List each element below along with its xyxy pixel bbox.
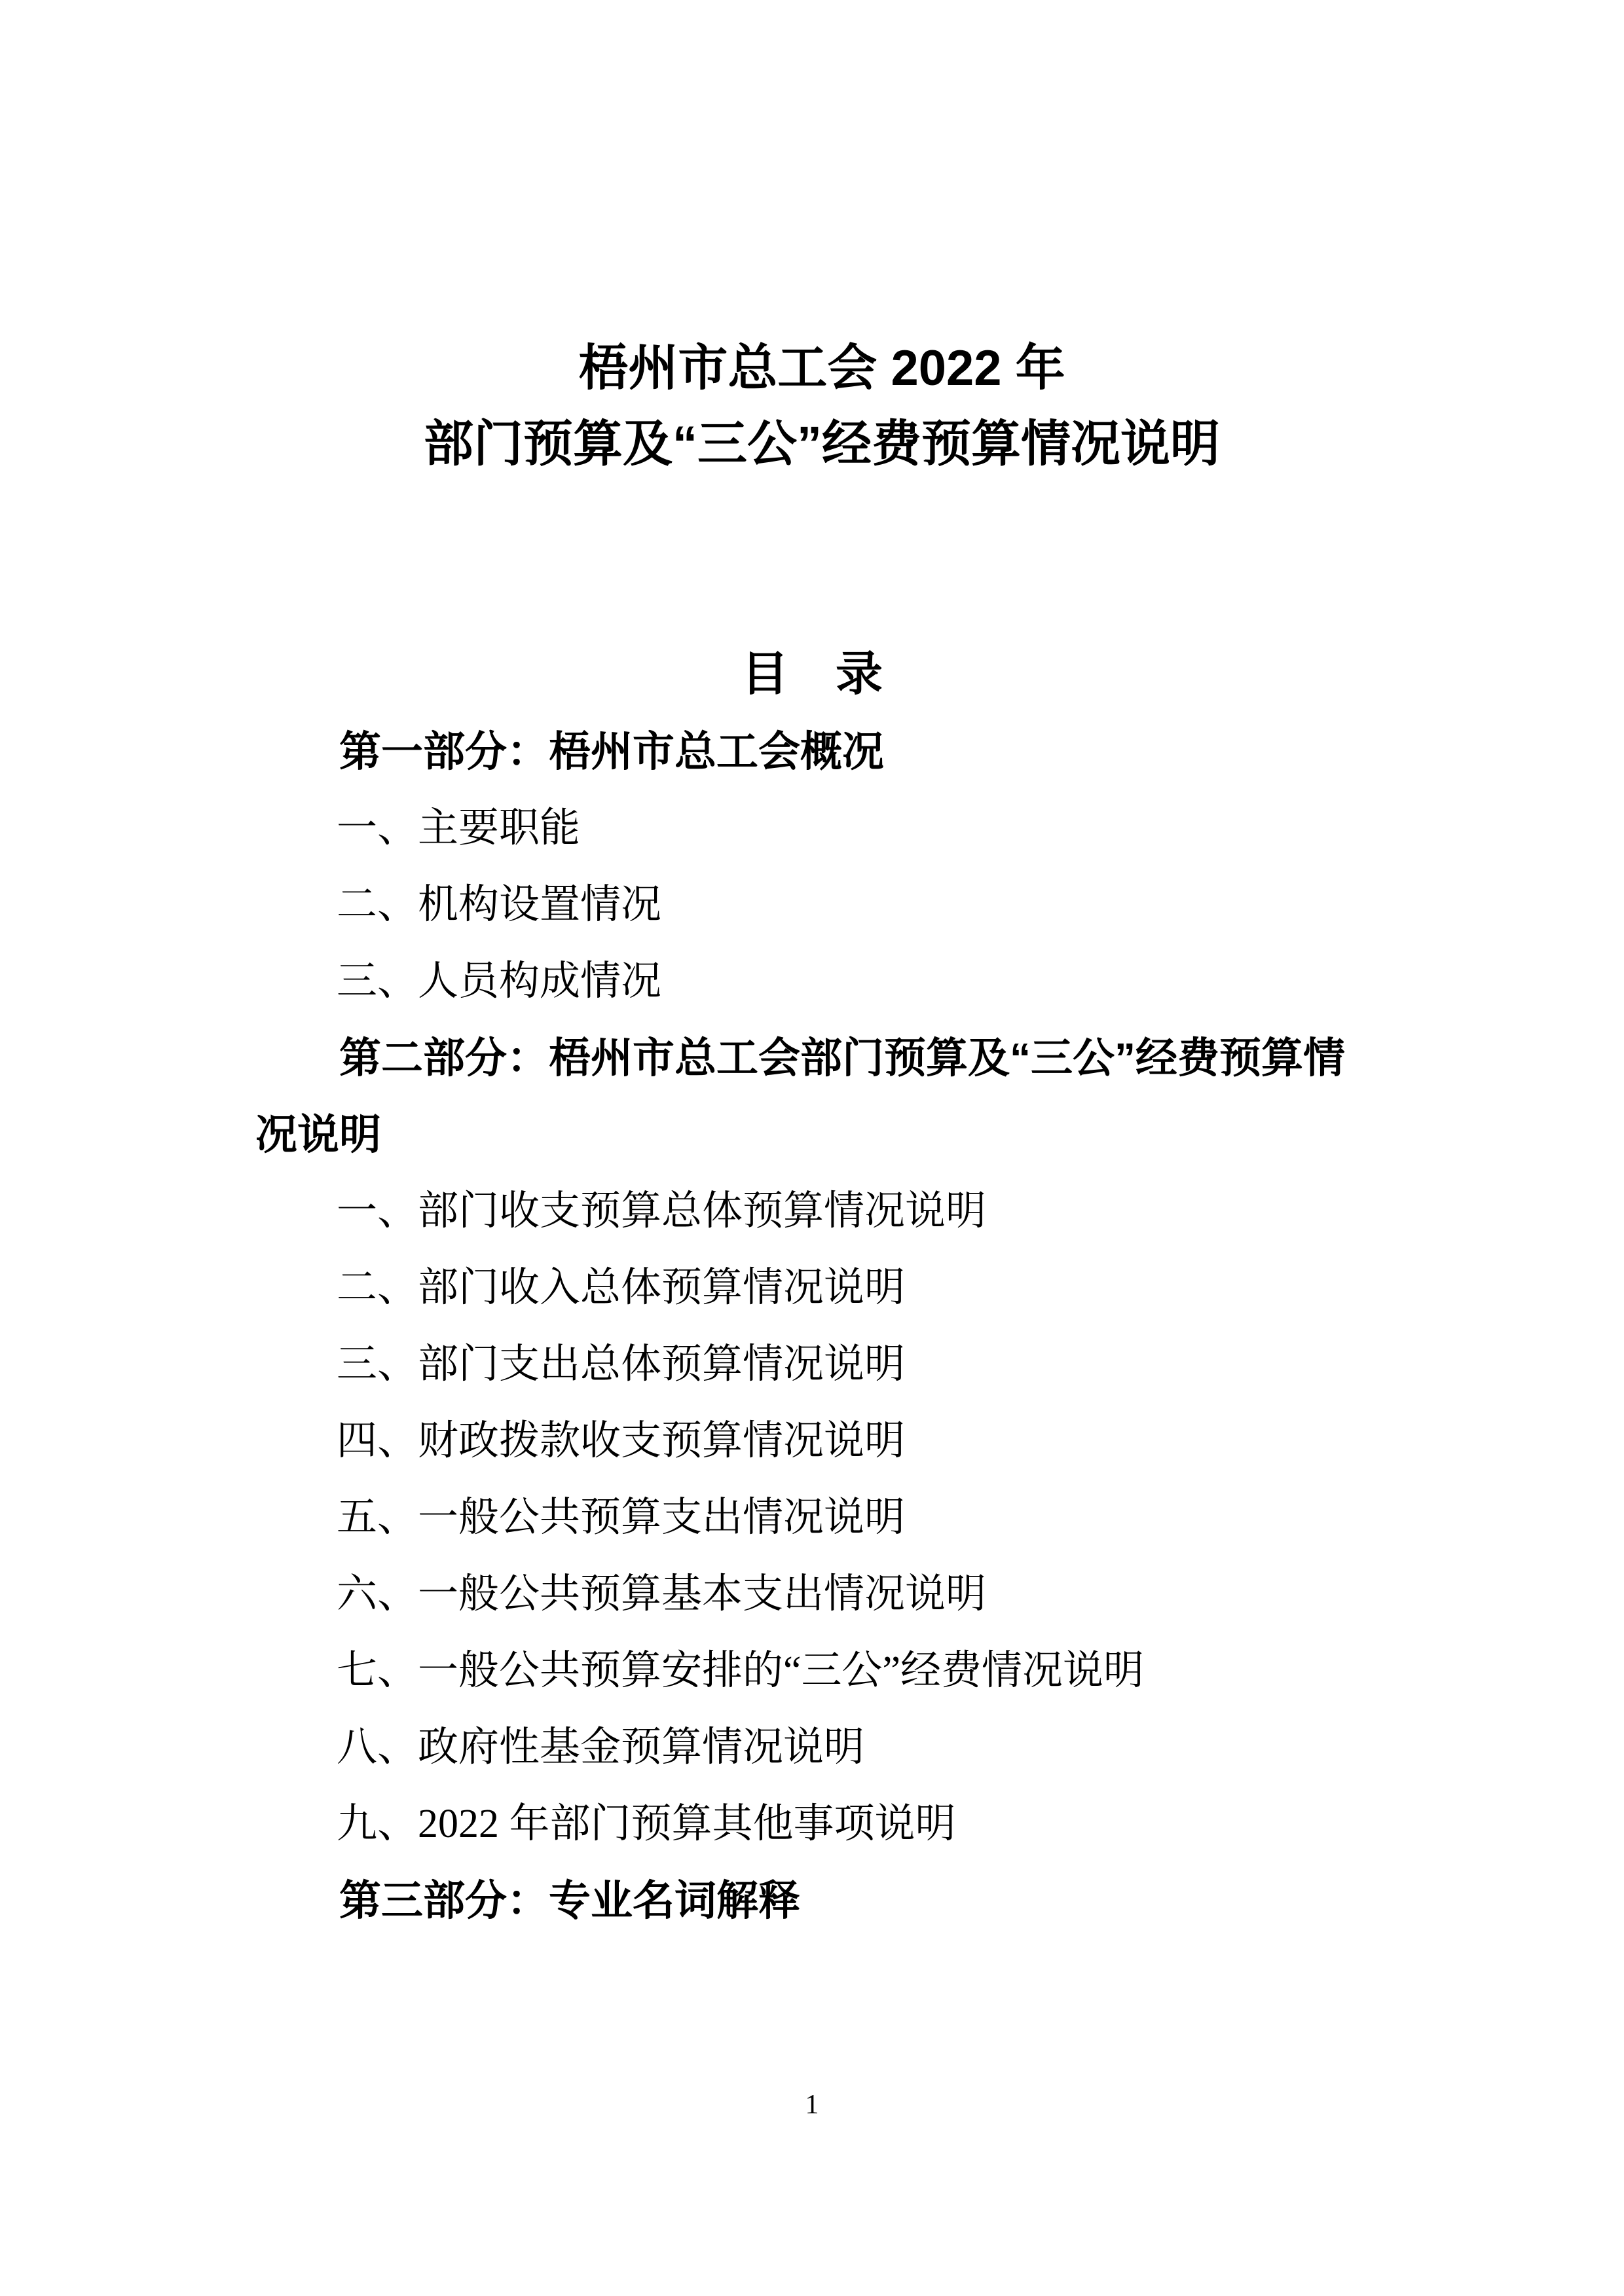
toc-part2-item-8: 八、政府性基金预算情况说明	[337, 1725, 865, 1770]
toc-part2-item-2: 二、部门收入总体预算情况说明	[337, 1266, 906, 1310]
toc-part1-heading: 第一部分：梧州市总工会概况	[339, 728, 884, 775]
page-number: 1	[805, 2090, 819, 2120]
toc-part2-item-1: 一、部门收支预算总体预算情况说明	[337, 1189, 987, 1233]
toc-part2-heading-line1: 第二部分：梧州市总工会部门预算及“三公”经费预算情	[339, 1034, 1345, 1082]
toc-part1-item-2: 二、机构设置情况	[337, 883, 662, 927]
toc-part2-item-6: 六、一般公共预算基本支出情况说明	[337, 1572, 987, 1616]
toc-list	[255, 714, 1369, 1939]
toc-part3-heading: 第三部分：专业名词解释	[339, 1877, 800, 1924]
toc-part2-item-3: 三、部门支出总体预算情况说明	[337, 1342, 906, 1387]
toc-part2-item-4: 四、财政拨款收支预算情况说明	[337, 1419, 906, 1463]
document-title-line1: 梧州市总工会 2022 年	[578, 340, 1065, 396]
document-title-block	[265, 331, 1378, 483]
toc-part2-item-5: 五、一般公共预算支出情况说明	[337, 1495, 906, 1540]
toc-part2-item-9: 九、2022 年部门预算其他事项说明	[337, 1802, 956, 1846]
toc-heading: 目 录	[741, 648, 883, 701]
document-title-line2: 部门预算及“三公”经费预算情况说明	[424, 416, 1220, 472]
toc-part2-heading-line2: 况说明	[255, 1111, 381, 1158]
toc-part1-item-3: 三、人员构成情况	[337, 959, 662, 1004]
toc-part1-item-1: 一、主要职能	[337, 806, 581, 850]
toc-part2-item-7: 七、一般公共预算安排的“三公”经费情况说明	[337, 1649, 1145, 1693]
